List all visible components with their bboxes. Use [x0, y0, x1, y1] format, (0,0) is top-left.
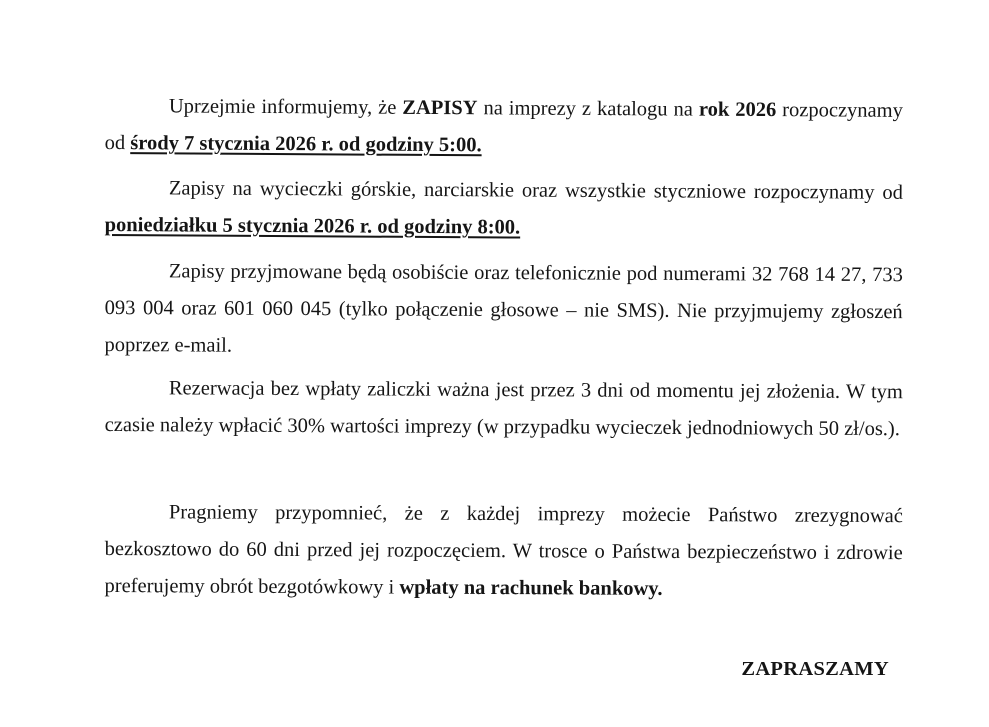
bold-zapisy: ZAPISY — [402, 96, 478, 120]
text: Zapisy przyjmowane będą osobiście oraz telefonicznie pod numerami 32 768 14 27, 733 093 004 oraz 601 060 045 (tylko połączenie głosowe – nie SMS). Nie przyjmujemy zgłoszeń poprzez e-mail. — [104, 260, 903, 357]
bold-bank-transfer: wpłaty na rachunek bankowy. — [399, 576, 663, 600]
paragraph-contact — [104, 253, 903, 368]
paragraph-cancellation — [104, 494, 903, 609]
closing-invitation: ZAPRASZAMY — [741, 658, 889, 680]
paragraph-mountain-trips — [105, 170, 903, 249]
underlined-mountain-start-date: poniedziałku 5 stycznia 2026 r. od godziny 8:00. — [104, 213, 521, 239]
underlined-start-date: środy 7 stycznia 2026 r. od godziny 5:00. — [130, 132, 482, 157]
text: Pragniemy przypomnieć, że z każdej imprezy możecie Państwo zrezygnować bezkosztowo do 60 dni przed jej rozpoczęciem. W trosce o Państwa bezpieczeństwo i zdrowie preferujemy obrót bezgotówkowy i — [104, 501, 903, 599]
text: rozpoczynamy od — [104, 99, 903, 155]
paragraph-reservation — [105, 370, 903, 448]
text: Zapisy na wycieczki górskie, narciarskie oraz wszystkie styczniowe rozpoczynamy od — [168, 177, 903, 204]
bold-year: rok 2026 — [698, 98, 777, 122]
text: Uprzejmie informujemy, że — [168, 95, 403, 119]
text: na imprezy z katalogu na — [477, 97, 699, 121]
text: Rezerwacja bez wpłaty zaliczki ważna jest przez 3 dni od momentu jej złożenia. W tym czasie należy wpłacić 30% wartości imprezy (w przypadku wycieczek jednodniowych 50 zł/os.). — [104, 377, 903, 441]
paragraph-registration-start — [105, 88, 903, 167]
